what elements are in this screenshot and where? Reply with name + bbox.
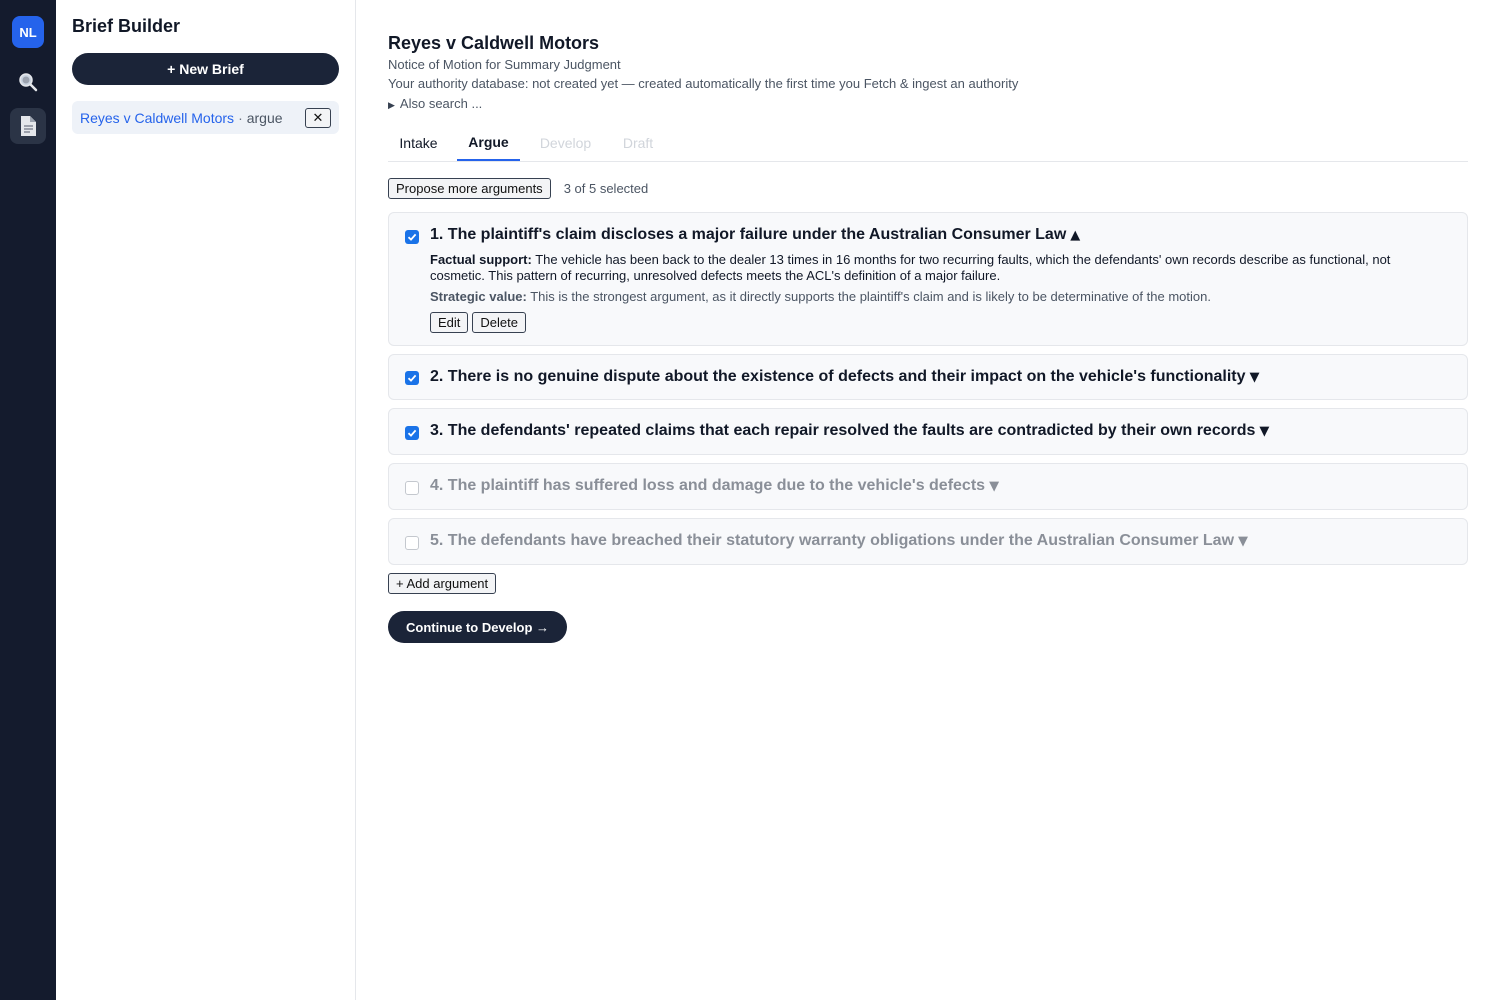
search-icon bbox=[17, 71, 39, 93]
argument-card bbox=[388, 408, 1468, 455]
argument-title-text: 4. The plaintiff has suffered loss and damage due to the vehicle's defects bbox=[430, 477, 986, 494]
also-search-label: Also search ... bbox=[399, 96, 483, 111]
argument-title[interactable] bbox=[430, 532, 1248, 550]
tab-develop: Develop bbox=[539, 135, 592, 151]
brief-list-item[interactable] bbox=[72, 101, 339, 134]
selected-count: 3 of 5 selected bbox=[563, 181, 649, 196]
argument-title-text: 1. The plaintiff's claim discloses a major failure under the Australian Consumer Law bbox=[430, 226, 1067, 243]
user-avatar[interactable]: NL bbox=[12, 16, 44, 48]
document-icon bbox=[18, 115, 38, 137]
expand-arrow-icon[interactable]: ▼ bbox=[989, 479, 1000, 494]
close-icon: ✕ bbox=[312, 110, 324, 126]
sidebar-title: Brief Builder bbox=[72, 16, 181, 36]
argument-checkbox[interactable] bbox=[405, 426, 419, 440]
argument-checkbox[interactable] bbox=[405, 230, 419, 244]
tab-argue[interactable]: Argue bbox=[457, 125, 520, 161]
argument-title-text: 2. There is no genuine dispute about the existence of defects and their impact on the vehicle's functionality bbox=[430, 368, 1246, 385]
checkmark-icon bbox=[407, 373, 417, 383]
expand-arrow-icon[interactable]: ▼ bbox=[1259, 424, 1270, 439]
brief-stage-label: argue bbox=[246, 109, 283, 126]
propose-arguments-button[interactable]: Propose more arguments bbox=[388, 178, 551, 199]
factual-support-text: The vehicle has been back to the dealer 13 times in 16 months for two recurring faults, which the defendants' own records describe as functional, not cosmetic. This pattern of recurring, unresolved defects meets the ACL's definition of a major failure. bbox=[430, 252, 1391, 283]
brief-name-link[interactable]: Reyes v Caldwell Motors bbox=[80, 109, 235, 126]
argument-card bbox=[388, 518, 1468, 565]
arguments-toolbar bbox=[388, 178, 648, 199]
argument-card bbox=[388, 212, 1468, 346]
brief-sidebar bbox=[56, 0, 356, 1000]
new-brief-button[interactable]: + New Brief bbox=[72, 53, 339, 85]
expand-arrow-icon[interactable]: ▼ bbox=[1238, 534, 1249, 549]
also-search-disclosure[interactable] bbox=[388, 96, 482, 111]
page-title: Reyes v Caldwell Motors bbox=[388, 33, 600, 53]
workflow-tabs bbox=[388, 125, 1468, 162]
argument-title[interactable] bbox=[430, 477, 999, 495]
disclosure-triangle-icon: ▶ bbox=[388, 100, 395, 110]
argument-checkbox[interactable] bbox=[405, 536, 419, 550]
add-argument-button[interactable]: + Add argument bbox=[388, 573, 496, 594]
argument-checkbox[interactable] bbox=[405, 371, 419, 385]
checkmark-icon bbox=[407, 428, 417, 438]
argument-title[interactable] bbox=[430, 422, 1269, 440]
argument-checkbox[interactable] bbox=[405, 481, 419, 495]
app-rail bbox=[0, 0, 56, 1000]
expand-arrow-icon[interactable]: ▼ bbox=[1249, 370, 1260, 385]
argument-actions bbox=[430, 312, 526, 333]
argument-title[interactable] bbox=[430, 226, 1080, 244]
tab-intake[interactable]: Intake bbox=[399, 135, 438, 151]
argument-card bbox=[388, 354, 1468, 400]
argument-title[interactable] bbox=[430, 368, 1260, 386]
factual-support-label: Factual support: bbox=[430, 252, 532, 267]
argument-card bbox=[388, 463, 1468, 510]
tab-draft: Draft bbox=[622, 135, 654, 151]
briefs-nav-button[interactable] bbox=[10, 108, 46, 144]
edit-argument-button[interactable]: Edit bbox=[430, 312, 468, 333]
delete-argument-button[interactable]: Delete bbox=[472, 312, 526, 333]
strategic-value-text: This is the strongest argument, as it directly supports the plaintiff's claim and is likely to be determinative of the motion. bbox=[530, 289, 1211, 304]
authority-database-note: Your authority database: not created yet — created automatically the first time you Fetch & ingest an authority bbox=[388, 76, 1019, 91]
checkmark-icon bbox=[407, 232, 417, 242]
page-subtitle: Notice of Motion for Summary Judgment bbox=[388, 57, 621, 72]
collapse-arrow-icon[interactable]: ▲ bbox=[1070, 228, 1081, 243]
search-nav-button[interactable] bbox=[10, 64, 46, 100]
argument-title-text: 3. The defendants' repeated claims that each repair resolved the faults are contradicted by their own records bbox=[430, 422, 1256, 439]
strategic-value bbox=[430, 289, 1211, 304]
strategic-value-label: Strategic value: bbox=[430, 289, 527, 304]
argument-title-text: 5. The defendants have breached their statutory warranty obligations under the Australian Consumer Law bbox=[430, 532, 1235, 549]
continue-to-develop-button[interactable]: Continue to Develop → bbox=[388, 611, 567, 643]
factual-support bbox=[430, 252, 1420, 284]
close-brief-button[interactable] bbox=[305, 108, 331, 128]
brief-separator: · bbox=[238, 109, 243, 126]
